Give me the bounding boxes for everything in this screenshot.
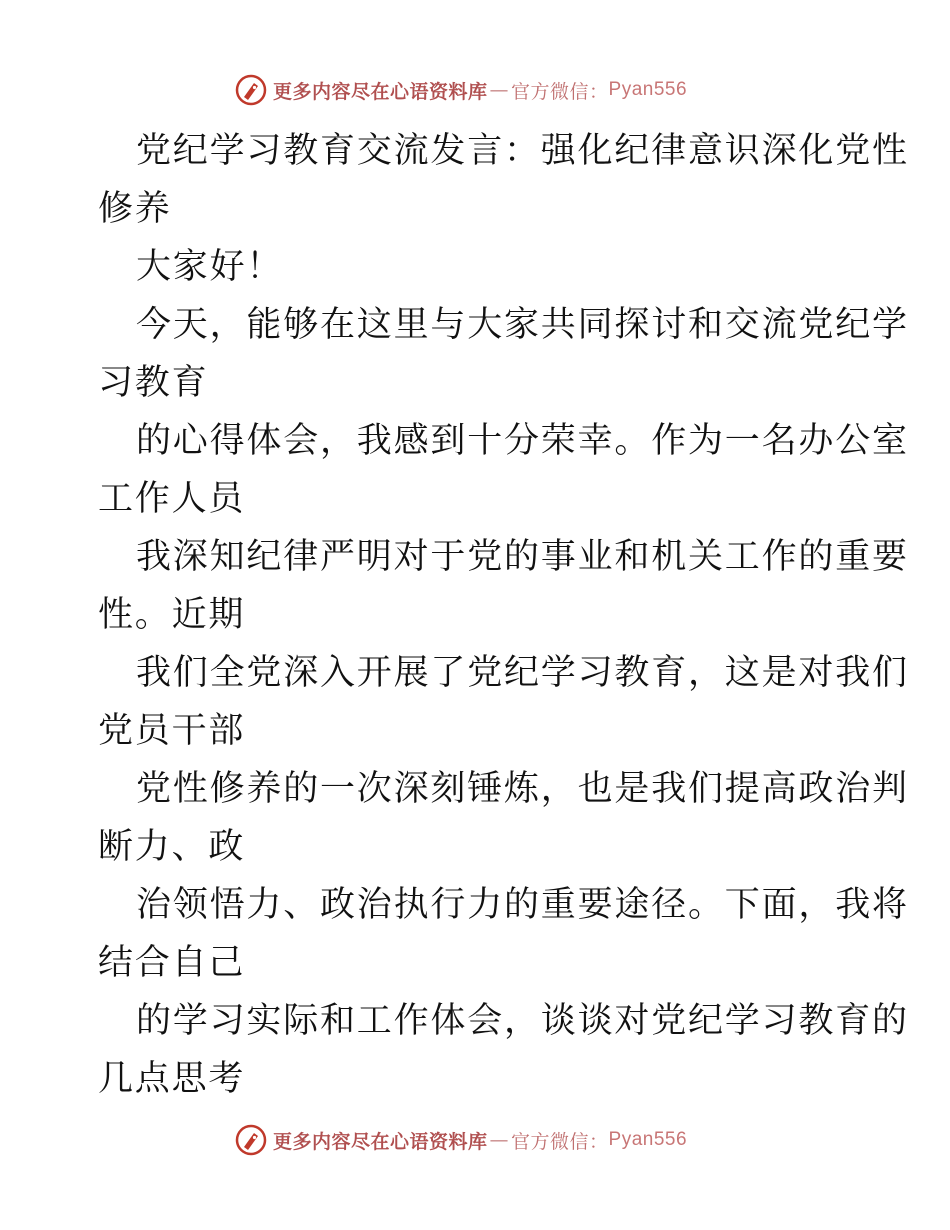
- paragraph-line: 党性修养的一次深刻锤炼，也是我们提高政治判: [136, 769, 909, 809]
- watermark-id: Pyan556: [608, 79, 688, 100]
- title-line-1: 党纪学习教育交流发言：强化纪律意识深化党性: [136, 131, 909, 171]
- watermark-dash: —: [489, 79, 510, 101]
- pen-nib-logo-icon: [235, 74, 267, 106]
- paragraph-line: 性。近期: [98, 595, 246, 635]
- watermark-site: 更多内容尽在心语资料库: [273, 80, 488, 103]
- paragraph-line: 今天，能够在这里与大家共同探讨和交流党纪学: [136, 305, 909, 345]
- paragraph-line: 断力、政: [98, 827, 246, 867]
- title-line-2: 修养: [98, 189, 172, 229]
- paragraph-line: 的学习实际和工作体会，谈谈对党纪学习教育的: [136, 1001, 909, 1041]
- paragraph-line: 结合自己: [98, 943, 246, 983]
- greeting-line: 大家好！: [136, 247, 284, 287]
- watermark-label: 官方微信：: [511, 1130, 609, 1153]
- paragraph-line: 工作人员: [98, 479, 246, 519]
- paragraph-line: 我们全党深入开展了党纪学习教育，这是对我们: [136, 653, 909, 693]
- watermark-text: [273, 77, 687, 104]
- paragraph-line: 几点思考: [98, 1059, 246, 1099]
- paragraph-line: 习教育: [98, 363, 209, 403]
- paragraph-line: 党员干部: [98, 711, 246, 751]
- watermark-label: 官方微信：: [511, 80, 609, 103]
- paragraph-line: 的心得体会，我感到十分荣幸。作为一名办公室: [136, 421, 909, 461]
- watermark-text: [273, 1127, 687, 1154]
- watermark-footer: [235, 1120, 715, 1160]
- watermark-dash: —: [489, 1129, 510, 1151]
- document-body: [98, 122, 909, 1108]
- paragraph-line: 我深知纪律严明对于党的事业和机关工作的重要: [136, 537, 909, 577]
- watermark-site: 更多内容尽在心语资料库: [273, 1130, 488, 1153]
- paragraph-line: 治领悟力、政治执行力的重要途径。下面，我将: [136, 885, 909, 925]
- watermark-id: Pyan556: [608, 1129, 688, 1150]
- watermark-header: [235, 70, 715, 110]
- pen-nib-logo-icon: [235, 1124, 267, 1156]
